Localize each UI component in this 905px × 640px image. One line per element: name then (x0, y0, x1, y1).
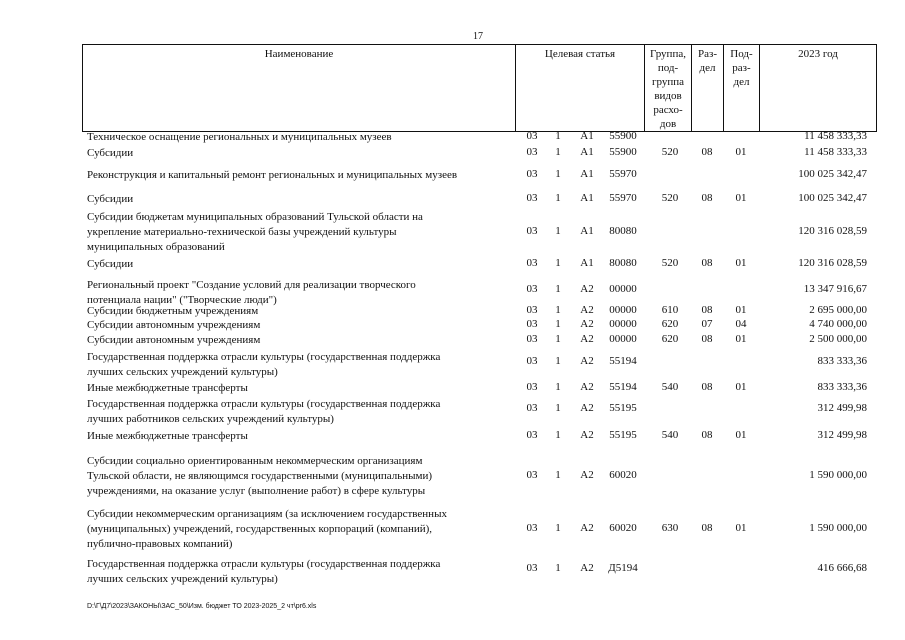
target-subprogram: 1 (555, 355, 561, 367)
row-name-line: лучших работников сельских учреждений культуры) (87, 413, 334, 425)
target-program: 03 (526, 402, 538, 414)
row-name-line: Техническое оснащение региональных и муниципальных музеев (87, 131, 392, 143)
target-subprogram: 1 (555, 333, 561, 345)
row-name (87, 381, 507, 396)
target-subprogram: 1 (555, 469, 561, 481)
target-project: А2 (580, 333, 594, 345)
target-subprogram: 1 (555, 381, 561, 393)
target-project: А2 (580, 283, 594, 295)
target-project: А2 (580, 318, 594, 330)
row-name-line: потенциала нации" ("Творческие люди") (87, 294, 277, 306)
section-code: 08 (701, 522, 713, 534)
row-name (87, 333, 507, 348)
row-amount: 100 025 342,47 (798, 168, 867, 180)
target-subprogram: 1 (555, 402, 561, 414)
row-name-line: Субсидии некоммерческим организациям (за исключением государственных (87, 508, 447, 520)
row-name-line: Государственная поддержка отрасли культуры (государственная поддержка (87, 351, 441, 363)
section-code: 08 (701, 146, 713, 158)
row-name-line: муниципальных образований (87, 241, 225, 253)
target-subprogram: 1 (555, 562, 561, 574)
header-subsection-line: Под- (730, 48, 753, 60)
row-name (87, 210, 507, 255)
row-name (87, 397, 507, 427)
row-amount: 416 666,68 (817, 562, 867, 574)
target-project: А1 (580, 225, 594, 237)
row-name-line: Субсидии автономным учреждениям (87, 334, 261, 346)
row-name-line: публично-правовых компаний) (87, 538, 233, 550)
row-name (87, 257, 507, 272)
row-name (87, 454, 507, 499)
page-number: 17 (473, 31, 483, 42)
target-direction: 60020 (609, 469, 637, 481)
target-direction: 80080 (609, 225, 637, 237)
row-name (87, 146, 507, 161)
section-code: 08 (701, 429, 713, 441)
target-project: А2 (580, 562, 594, 574)
row-name-line: Субсидии бюджетам муниципальных образований Тульской области на (87, 211, 423, 223)
row-name (87, 192, 507, 207)
row-name-line: лучших сельских учреждений культуры) (87, 366, 278, 378)
row-amount: 312 499,98 (817, 429, 867, 441)
subsection-code: 01 (735, 333, 747, 345)
row-name (87, 304, 507, 319)
header-name: Наименование (82, 44, 516, 132)
subsection-code: 01 (735, 304, 747, 316)
target-direction: 00000 (609, 304, 637, 316)
subsection-code: 04 (735, 318, 747, 330)
target-direction: 55195 (609, 402, 637, 414)
target-project: А1 (580, 146, 594, 158)
row-name-line: Государственная поддержка отрасли культуры (государственная поддержка (87, 398, 441, 410)
target-subprogram: 1 (555, 257, 561, 269)
row-name (87, 318, 507, 333)
target-subprogram: 1 (555, 283, 561, 295)
expense-group: 540 (661, 381, 679, 393)
target-direction: 00000 (609, 283, 637, 295)
target-direction: 55970 (609, 168, 637, 180)
row-amount: 1 590 000,00 (809, 469, 867, 481)
target-program: 03 (526, 381, 538, 393)
target-project: А2 (580, 402, 594, 414)
footer-path: D:\Г\Д7\2023\ЗАКОНЫ\ЗАС_50\Изм. бюджет ТО 2023-2025_2 чт\pr6.xls (87, 603, 317, 610)
target-program: 03 (526, 146, 538, 158)
header-group-line: дов (659, 118, 677, 130)
target-direction: 55194 (609, 355, 637, 367)
row-amount: 2 695 000,00 (809, 304, 867, 316)
target-subprogram: 1 (555, 130, 561, 142)
target-subprogram: 1 (555, 192, 561, 204)
row-name-line: Субсидии (87, 193, 134, 205)
target-subprogram: 1 (555, 225, 561, 237)
row-name-line: Государственная поддержка отрасли культуры (государственная поддержка (87, 558, 441, 570)
section-code: 07 (701, 318, 713, 330)
row-name-line: лучших сельских учреждений культуры) (87, 573, 278, 585)
target-direction: 60020 (609, 522, 637, 534)
target-program: 03 (526, 304, 538, 316)
target-subprogram: 1 (555, 304, 561, 316)
row-amount: 11 458 333,33 (804, 130, 867, 142)
header-group-line: под- (657, 62, 679, 74)
target-program: 03 (526, 257, 538, 269)
row-name-line: Субсидии (87, 147, 134, 159)
target-subprogram: 1 (555, 522, 561, 534)
row-amount: 833 333,36 (817, 355, 867, 367)
row-name (87, 130, 507, 145)
row-name (87, 507, 507, 552)
target-program: 03 (526, 469, 538, 481)
expense-group: 520 (661, 257, 679, 269)
target-project: А2 (580, 355, 594, 367)
target-subprogram: 1 (555, 146, 561, 158)
row-name-line: учреждениями, на оказание услуг (выполнение работ) в сфере культуры (87, 485, 426, 497)
section-code: 08 (701, 381, 713, 393)
expense-group: 520 (661, 146, 679, 158)
row-name (87, 557, 507, 587)
header-group-line: расхо- (653, 104, 683, 116)
target-subprogram: 1 (555, 168, 561, 180)
target-direction: Д5194 (608, 562, 638, 574)
target-program: 03 (526, 522, 538, 534)
row-name-line: Субсидии бюджетным учреждениям (87, 305, 259, 317)
header-group (644, 44, 692, 132)
header-year: 2023 год (759, 44, 877, 132)
target-program: 03 (526, 355, 538, 367)
row-name-line: Субсидии социально ориентированным некоммерческим организациям (87, 455, 423, 467)
header-subsection (723, 44, 760, 132)
subsection-code: 01 (735, 257, 747, 269)
row-amount: 11 458 333,33 (804, 146, 867, 158)
row-amount: 120 316 028,59 (798, 257, 867, 269)
row-name-line: Региональный проект "Создание условий для реализации творческого (87, 279, 416, 291)
row-name (87, 350, 507, 380)
target-program: 03 (526, 429, 538, 441)
section-code: 08 (701, 333, 713, 345)
target-program: 03 (526, 283, 538, 295)
expense-group: 540 (661, 429, 679, 441)
section-code: 08 (701, 304, 713, 316)
header-subsection-line: дел (733, 76, 750, 88)
row-amount: 120 316 028,59 (798, 225, 867, 237)
row-name-line: Иные межбюджетные трансферты (87, 430, 248, 442)
target-direction: 00000 (609, 333, 637, 345)
target-program: 03 (526, 225, 538, 237)
row-amount: 100 025 342,47 (798, 192, 867, 204)
header-target: Целевая статья (515, 44, 645, 132)
row-amount: 833 333,36 (817, 381, 867, 393)
expense-group: 630 (661, 522, 679, 534)
row-name-line: укрепление материально-технической базы учреждений культуры (87, 226, 397, 238)
header-group-line: видов (654, 90, 682, 102)
row-amount: 4 740 000,00 (809, 318, 867, 330)
target-project: А2 (580, 469, 594, 481)
row-amount: 312 499,98 (817, 402, 867, 414)
row-name (87, 168, 507, 183)
target-project: А2 (580, 304, 594, 316)
target-project: А1 (580, 192, 594, 204)
target-program: 03 (526, 168, 538, 180)
header-subsection-line: раз- (732, 62, 751, 74)
section-code: 08 (701, 192, 713, 204)
row-name-line: Реконструкция и капитальный ремонт региональных и муниципальных музеев (87, 169, 458, 181)
target-project: А1 (580, 168, 594, 180)
subsection-code: 01 (735, 429, 747, 441)
subsection-code: 01 (735, 381, 747, 393)
row-name-line: (муниципальных) учреждений, государственных корпораций (компаний), (87, 523, 433, 535)
target-subprogram: 1 (555, 429, 561, 441)
target-subprogram: 1 (555, 318, 561, 330)
expense-group: 610 (661, 304, 679, 316)
target-program: 03 (526, 333, 538, 345)
target-project: А1 (580, 130, 594, 142)
target-project: А2 (580, 429, 594, 441)
target-program: 03 (526, 192, 538, 204)
header-group-line: Группа, (650, 48, 686, 60)
target-direction: 55194 (609, 381, 637, 393)
row-amount: 1 590 000,00 (809, 522, 867, 534)
header-section (691, 44, 724, 132)
row-name-line: Субсидии автономным учреждениям (87, 319, 261, 331)
target-direction: 55195 (609, 429, 637, 441)
target-direction: 55900 (609, 130, 637, 142)
expense-group: 620 (661, 318, 679, 330)
section-code: 08 (701, 257, 713, 269)
target-direction: 80080 (609, 257, 637, 269)
target-program: 03 (526, 130, 538, 142)
expense-group: 620 (661, 333, 679, 345)
target-program: 03 (526, 318, 538, 330)
row-amount: 13 347 916,67 (803, 283, 867, 295)
target-program: 03 (526, 562, 538, 574)
target-project: А2 (580, 381, 594, 393)
target-project: А1 (580, 257, 594, 269)
subsection-code: 01 (735, 192, 747, 204)
target-project: А2 (580, 522, 594, 534)
row-name-line: Иные межбюджетные трансферты (87, 382, 248, 394)
row-name-line: Тульской области, не являющимся государственными (муниципальными) (87, 470, 433, 482)
header-group-line: группа (651, 76, 685, 88)
header-section-line: Раз- (697, 48, 717, 60)
subsection-code: 01 (735, 522, 747, 534)
row-name-line: Субсидии (87, 258, 134, 270)
target-direction: 55970 (609, 192, 637, 204)
expense-group: 520 (661, 192, 679, 204)
header-section-line: дел (699, 62, 716, 74)
target-direction: 00000 (609, 318, 637, 330)
row-amount: 2 500 000,00 (809, 333, 867, 345)
row-name (87, 429, 507, 444)
target-direction: 55900 (609, 146, 637, 158)
subsection-code: 01 (735, 146, 747, 158)
